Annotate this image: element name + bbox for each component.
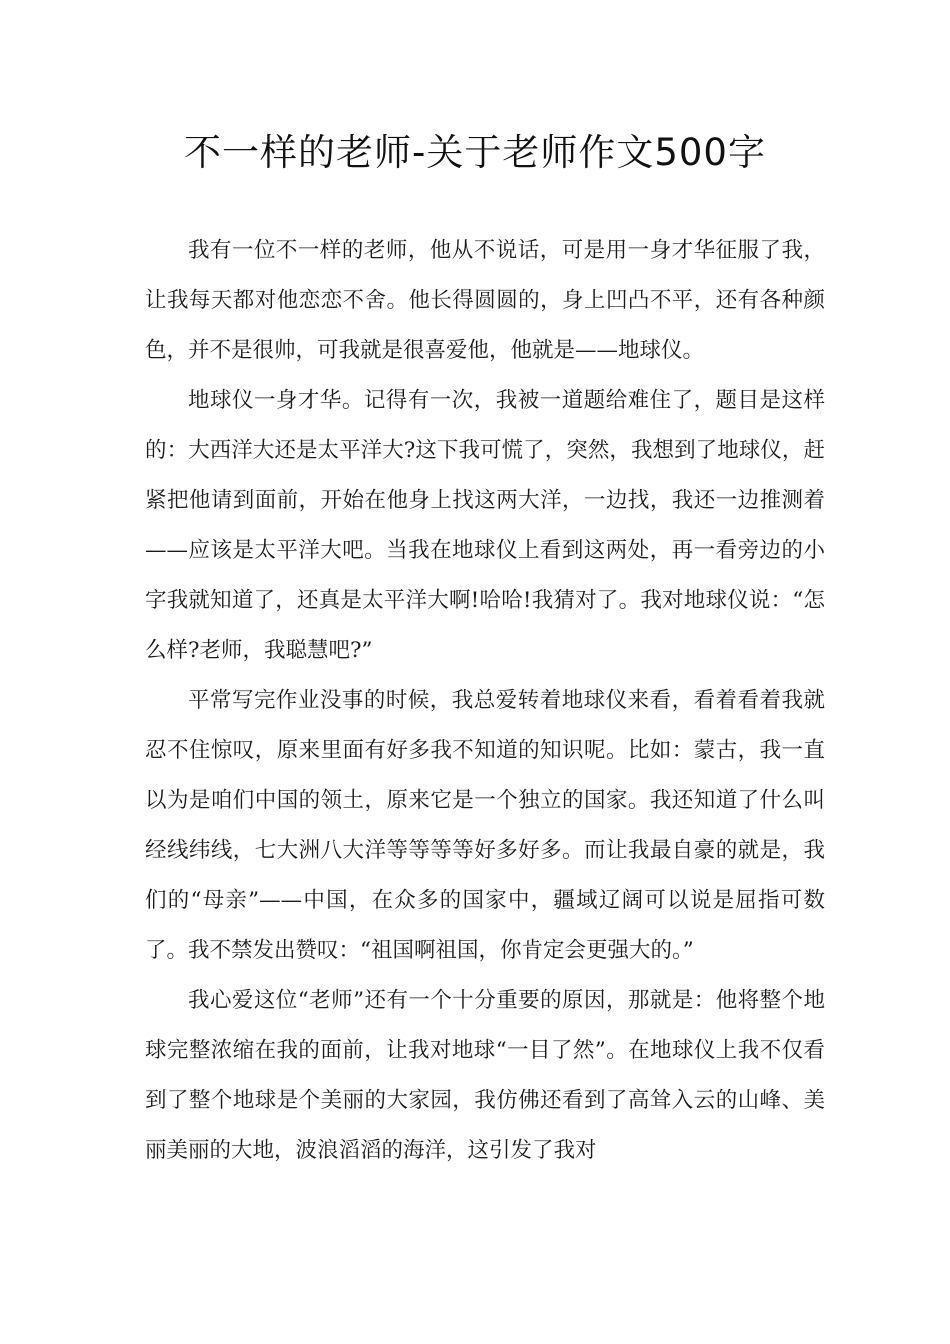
paragraph-2: 地球仪一身才华。记得有一次，我被一道题给难住了，题目是这样的：大西洋大还是太平洋大?这下我可慌了，突然，我想到了地球仪，赶紧把他请到面前，开始在他身上找这两大洋，一边找，我还一边推测着——应该是太平洋大吧。当我在地球仪上看到这两处，再一看旁边的小字我就知道了，还真是太平洋大啊!哈哈!我猜对了。我对地球仪说：“怎么样?老师，我聪慧吧?”: [145, 388, 825, 663]
paragraph-1: 我有一位不一样的老师，他从不说话，可是用一身才华征服了我，让我每天都对他恋恋不舍。他长得圆圆的，身上凹凸不平，还有各种颜色，并不是很帅，可我就是很喜爱他，他就是——地球仪。: [145, 238, 825, 363]
document-title: 不一样的老师-关于老师作文500字: [184, 131, 766, 174]
paragraph-3: 平常写完作业没事的时候，我总爱转着地球仪来看，看着看着我就忍不住惊叹，原来里面有好多我不知道的知识呢。比如：蒙古，我一直以为是咱们中国的领土，原来它是一个独立的国家。我还知道了什么叫经线纬线，七大洲八大洋等等等等好多好多。而让我最自豪的就是，我们的“母亲”——中国，在众多的国家中，疆域辽阔可以说是屈指可数了。我不禁发出赞叹：“祖国啊祖国，你肯定会更强大的。”: [145, 688, 825, 963]
document-body: [145, 226, 825, 1176]
paragraph-4: 我心爱这位“老师”还有一个十分重要的原因，那就是：他将整个地球完整浓缩在我的面前，让我对地球“一目了然”。在地球仪上我不仅看到了整个地球是个美丽的大家园，我仿佛还看到了高耸入云的山峰、美丽美丽的大地，波浪滔滔的海洋，这引发了我对: [145, 988, 825, 1163]
